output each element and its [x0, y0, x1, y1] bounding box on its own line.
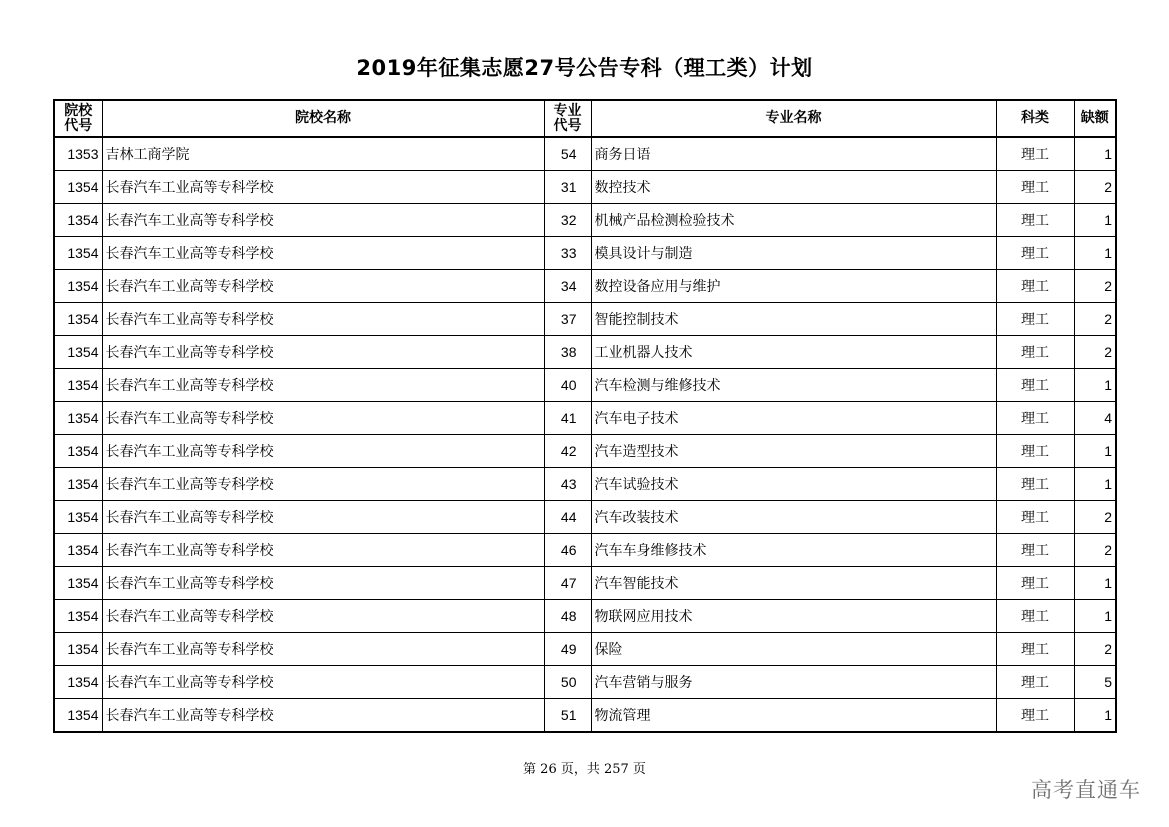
- cell-school-name: 长春汽车工业高等专科学校: [102, 567, 544, 600]
- table-row: [54, 237, 1116, 270]
- cell-school-name: 长春汽车工业高等专科学校: [102, 600, 544, 633]
- cell-major-name: 模具设计与制造: [591, 237, 996, 270]
- cell-quota: 4: [1074, 402, 1116, 435]
- watermark: 高考直通车: [1031, 778, 1141, 802]
- cell-major-name: 汽车智能技术: [591, 567, 996, 600]
- cell-major-code: 32: [544, 204, 591, 237]
- cell-category: 理工: [996, 369, 1074, 402]
- cell-school-code: 1354: [54, 369, 102, 402]
- cell-school-code: 1354: [54, 402, 102, 435]
- header-school-code: 院校代号: [54, 100, 102, 137]
- cell-major-code: 34: [544, 270, 591, 303]
- cell-school-code: 1354: [54, 303, 102, 336]
- cell-quota: 5: [1074, 666, 1116, 699]
- cell-school-name: 长春汽车工业高等专科学校: [102, 501, 544, 534]
- cell-major-name: 汽车车身维修技术: [591, 534, 996, 567]
- cell-quota: 1: [1074, 137, 1116, 171]
- cell-major-code: 48: [544, 600, 591, 633]
- page-title: 2019年征集志愿27号公告专科（理工类）计划: [356, 56, 813, 80]
- table-row: [54, 137, 1116, 171]
- cell-major-code: 51: [544, 699, 591, 733]
- table-row: [54, 501, 1116, 534]
- cell-major-code: 37: [544, 303, 591, 336]
- table-row: [54, 699, 1116, 733]
- table-row: [54, 402, 1116, 435]
- cell-major-code: 31: [544, 171, 591, 204]
- table-row: [54, 204, 1116, 237]
- cell-school-name: 长春汽车工业高等专科学校: [102, 237, 544, 270]
- cell-major-name: 汽车造型技术: [591, 435, 996, 468]
- cell-major-name: 智能控制技术: [591, 303, 996, 336]
- cell-major-code: 40: [544, 369, 591, 402]
- cell-school-name: 长春汽车工业高等专科学校: [102, 171, 544, 204]
- table-row: [54, 666, 1116, 699]
- cell-category: 理工: [996, 137, 1074, 171]
- cell-category: 理工: [996, 303, 1074, 336]
- cell-quota: 2: [1074, 270, 1116, 303]
- table-row: [54, 336, 1116, 369]
- cell-category: 理工: [996, 633, 1074, 666]
- cell-category: 理工: [996, 666, 1074, 699]
- cell-major-name: 物流管理: [591, 699, 996, 733]
- cell-school-code: 1354: [54, 204, 102, 237]
- cell-school-name: 长春汽车工业高等专科学校: [102, 270, 544, 303]
- cell-school-name: 长春汽车工业高等专科学校: [102, 534, 544, 567]
- cell-major-code: 33: [544, 237, 591, 270]
- cell-category: 理工: [996, 435, 1074, 468]
- table-row: [54, 567, 1116, 600]
- cell-major-code: 41: [544, 402, 591, 435]
- table-row: [54, 534, 1116, 567]
- cell-quota: 2: [1074, 303, 1116, 336]
- cell-major-name: 汽车试验技术: [591, 468, 996, 501]
- cell-school-name: 长春汽车工业高等专科学校: [102, 468, 544, 501]
- cell-school-name: 长春汽车工业高等专科学校: [102, 303, 544, 336]
- cell-school-name: 长春汽车工业高等专科学校: [102, 402, 544, 435]
- page-footer: 第 26 页，共 257 页: [523, 762, 646, 777]
- cell-quota: 1: [1074, 468, 1116, 501]
- cell-quota: 2: [1074, 534, 1116, 567]
- cell-category: 理工: [996, 468, 1074, 501]
- cell-quota: 1: [1074, 567, 1116, 600]
- cell-major-code: 42: [544, 435, 591, 468]
- cell-school-name: 长春汽车工业高等专科学校: [102, 699, 544, 733]
- cell-category: 理工: [996, 567, 1074, 600]
- cell-major-name: 物联网应用技术: [591, 600, 996, 633]
- cell-school-code: 1354: [54, 270, 102, 303]
- cell-school-code: 1354: [54, 534, 102, 567]
- enrollment-plan-table: [53, 99, 1117, 733]
- cell-major-name: 机械产品检测检验技术: [591, 204, 996, 237]
- cell-quota: 1: [1074, 600, 1116, 633]
- cell-quota: 1: [1074, 204, 1116, 237]
- cell-major-name: 汽车营销与服务: [591, 666, 996, 699]
- cell-major-code: 38: [544, 336, 591, 369]
- cell-school-name: 长春汽车工业高等专科学校: [102, 336, 544, 369]
- cell-school-code: 1354: [54, 600, 102, 633]
- cell-category: 理工: [996, 204, 1074, 237]
- cell-category: 理工: [996, 501, 1074, 534]
- header-quota: 缺额: [1074, 100, 1116, 137]
- header-school-name: 院校名称: [102, 100, 544, 137]
- cell-quota: 1: [1074, 369, 1116, 402]
- cell-quota: 2: [1074, 336, 1116, 369]
- cell-school-code: 1354: [54, 336, 102, 369]
- cell-category: 理工: [996, 402, 1074, 435]
- cell-major-name: 汽车检测与维修技术: [591, 369, 996, 402]
- cell-category: 理工: [996, 237, 1074, 270]
- table-row: [54, 303, 1116, 336]
- cell-quota: 2: [1074, 501, 1116, 534]
- cell-category: 理工: [996, 534, 1074, 567]
- cell-school-code: 1354: [54, 699, 102, 733]
- cell-major-code: 49: [544, 633, 591, 666]
- cell-major-code: 50: [544, 666, 591, 699]
- cell-quota: 1: [1074, 435, 1116, 468]
- cell-school-name: 长春汽车工业高等专科学校: [102, 633, 544, 666]
- cell-school-code: 1354: [54, 468, 102, 501]
- cell-school-code: 1354: [54, 666, 102, 699]
- table-header-row: [54, 100, 1116, 137]
- cell-major-code: 54: [544, 137, 591, 171]
- header-category: 科类: [996, 100, 1074, 137]
- cell-major-code: 46: [544, 534, 591, 567]
- table-row: [54, 270, 1116, 303]
- cell-category: 理工: [996, 171, 1074, 204]
- cell-major-code: 43: [544, 468, 591, 501]
- cell-school-code: 1353: [54, 137, 102, 171]
- cell-major-name: 保险: [591, 633, 996, 666]
- header-major-name: 专业名称: [591, 100, 996, 137]
- table-row: [54, 633, 1116, 666]
- cell-major-name: 数控技术: [591, 171, 996, 204]
- cell-school-code: 1354: [54, 501, 102, 534]
- cell-school-name: 长春汽车工业高等专科学校: [102, 435, 544, 468]
- cell-school-code: 1354: [54, 237, 102, 270]
- table-row: [54, 468, 1116, 501]
- cell-major-code: 44: [544, 501, 591, 534]
- cell-school-code: 1354: [54, 567, 102, 600]
- cell-category: 理工: [996, 336, 1074, 369]
- cell-major-name: 数控设备应用与维护: [591, 270, 996, 303]
- cell-major-code: 47: [544, 567, 591, 600]
- cell-quota: 2: [1074, 633, 1116, 666]
- cell-quota: 2: [1074, 171, 1116, 204]
- cell-major-name: 汽车改装技术: [591, 501, 996, 534]
- cell-school-code: 1354: [54, 435, 102, 468]
- cell-school-name: 吉林工商学院: [102, 137, 544, 171]
- cell-category: 理工: [996, 699, 1074, 733]
- cell-quota: 1: [1074, 237, 1116, 270]
- cell-category: 理工: [996, 270, 1074, 303]
- header-major-code: 专业代号: [544, 100, 591, 137]
- cell-school-name: 长春汽车工业高等专科学校: [102, 204, 544, 237]
- table-row: [54, 435, 1116, 468]
- cell-major-name: 商务日语: [591, 137, 996, 171]
- cell-school-name: 长春汽车工业高等专科学校: [102, 369, 544, 402]
- cell-quota: 1: [1074, 699, 1116, 733]
- cell-school-code: 1354: [54, 633, 102, 666]
- cell-major-name: 工业机器人技术: [591, 336, 996, 369]
- cell-school-name: 长春汽车工业高等专科学校: [102, 666, 544, 699]
- table-row: [54, 600, 1116, 633]
- cell-category: 理工: [996, 600, 1074, 633]
- cell-school-code: 1354: [54, 171, 102, 204]
- cell-major-name: 汽车电子技术: [591, 402, 996, 435]
- table-row: [54, 369, 1116, 402]
- table-row: [54, 171, 1116, 204]
